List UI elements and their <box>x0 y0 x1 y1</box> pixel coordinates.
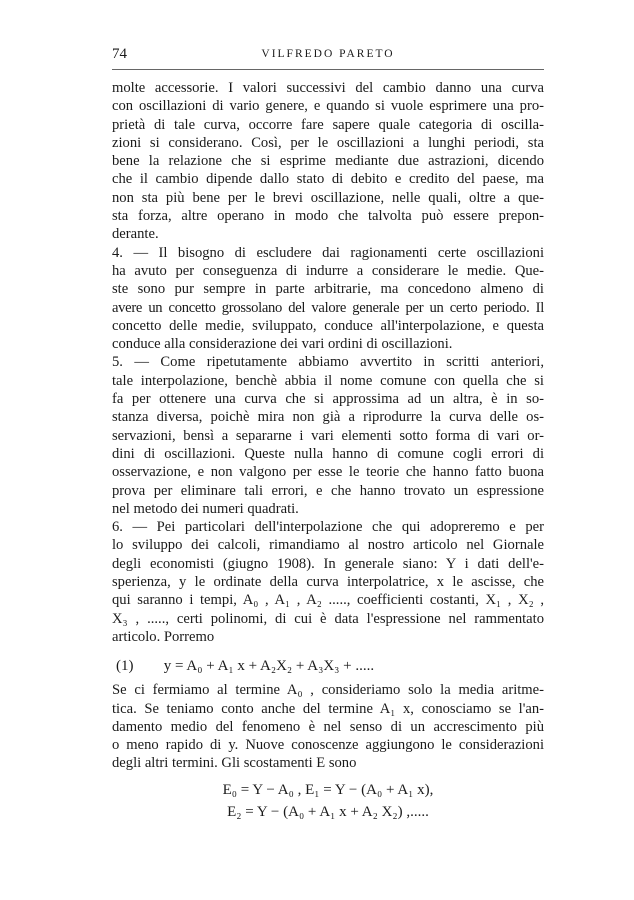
text-line: bene la relazione che si esprime mediante due astrazioni, dicendo <box>112 153 544 170</box>
text-line: tale interpolazione, benchè abbia il nome comune con quella che si <box>112 372 544 389</box>
text-line: X₃ , ....., certi polinomi, di cui è data l'espressione nel rammentato <box>112 610 544 627</box>
text-line: ste sono pur sempre in parte arbitrarie, ma concedono almeno di <box>112 281 544 298</box>
text-line: Se ci fermiamo al termine A₀ , consideriamo solo la media aritme- <box>112 682 544 699</box>
equation-line: E₀ = Y − A₀ , E₁ = Y − (A₀ + A₁ x), <box>222 781 434 798</box>
text-line: avere un concetto grossolano del valore generale per un certo periodo. Il <box>112 299 544 316</box>
text-line: articolo. Porremo <box>112 628 215 645</box>
text-line: concetto delle medie, sviluppato, conduce all'interpolazione, e questa <box>112 317 544 334</box>
formula-1 <box>112 655 544 677</box>
paragraph-section-6 <box>112 518 544 646</box>
paragraph-continuation <box>112 79 544 244</box>
text-line: o meno rapido di y. Nuove conoscenze aggiungono le considerazioni <box>112 737 544 754</box>
text-line: con oscillazioni di vario genere, e quando si vuole esprimere una pro- <box>112 98 544 115</box>
equation-block <box>112 779 544 823</box>
text-line: ha avuto per conseguenza di indurre a considerare le medie. Que- <box>112 262 544 279</box>
text-line: sperienza, y le ordinate della curva interpolatrice, x le ascisse, che <box>112 574 544 591</box>
text-line: molte accessorie. I valori successivi del cambio danno una curva <box>112 80 544 96</box>
paragraph-section-4 <box>112 244 544 354</box>
paragraph-after-formula <box>112 681 544 772</box>
text-line: qui saranno i tempi, A₀ , A₁ , A₂ ....., coefficienti costanti, X₁ , X₂ , <box>112 592 544 609</box>
text-line: non sta più bene per le brevi oscillazione, nelle quali, oltre a que- <box>112 189 544 206</box>
text-line: prova per eliminare tali errori, e che hanno trovato un espressione <box>112 482 544 499</box>
text-line: stanza diversa, poichè mira non già a riprodurre la curva delle os- <box>112 409 544 426</box>
text-line: degli altri termini. Gli scostamenti E sono <box>112 755 357 772</box>
page-number: 74 <box>112 46 127 62</box>
text-line: che il cambio dipende dallo stato di debito e credito del paese, ma <box>112 171 544 188</box>
text-line: fa per ottenere una curva che si approssima ad un altra, è in so- <box>112 391 544 408</box>
text-line: servazioni, bensì a separarne i vari elementi sotto forma di vari or- <box>112 427 544 444</box>
text-line: osservazione, e non valgono per esse le teorie che hanno fatto buona <box>112 464 544 481</box>
text-line: derante. <box>112 226 159 243</box>
text-line: 6. — Pei particolari dell'interpolazione che qui adopreremo e per <box>112 519 544 536</box>
text-line: prietà di tale curva, occorre fare sapere quale categoria di oscilla- <box>112 116 544 133</box>
text-line: tica. Se teniamo conto anche del termine A₁ x, conosciamo se l'an- <box>112 700 544 717</box>
text-line: degli economisti (giugno 1908). In generale siano: Y i dati dell'e- <box>112 555 544 572</box>
equation-line: E₂ = Y − (A₀ + A₁ x + A₂ X₂) ,..... <box>227 803 429 820</box>
paragraph-section-5 <box>112 353 544 518</box>
text-line: sta forza, altre operano in modo che talvolta può essere prepon- <box>112 208 544 225</box>
text-line: lo sviluppo dei calcoli, rimandiamo al nostro articolo nel Giornale <box>112 537 544 554</box>
header-rule <box>112 69 544 70</box>
text-line: nel metodo dei numeri quadrati. <box>112 500 299 517</box>
text-line: dini di oscillazioni. Queste nulla hanno di comune cogli errori di <box>112 445 544 462</box>
body-text <box>112 79 544 823</box>
text-line: damento medio del fenomeno è nel senso di un accrescimento più <box>112 718 544 735</box>
text-line: 5. — Come ripetutamente abbiamo avvertito in scritti anteriori, <box>112 354 544 371</box>
formula-number: (1) <box>116 658 134 675</box>
text-line: zioni si considerano. Così, per le oscillazioni a lunghi periodi, sta <box>112 134 544 151</box>
page-header <box>112 44 544 66</box>
formula-expression: y = A₀ + A₁ x + A₂X₂ + A₃X₃ + ..... <box>163 658 375 675</box>
running-title: VILFREDO PARETO <box>261 48 395 60</box>
text-line: 4. — Il bisogno di escludere dai ragionamenti certe oscillazioni <box>112 244 544 261</box>
text-line: conduce alla considerazione dei vari ordini di oscillazioni. <box>112 336 453 353</box>
